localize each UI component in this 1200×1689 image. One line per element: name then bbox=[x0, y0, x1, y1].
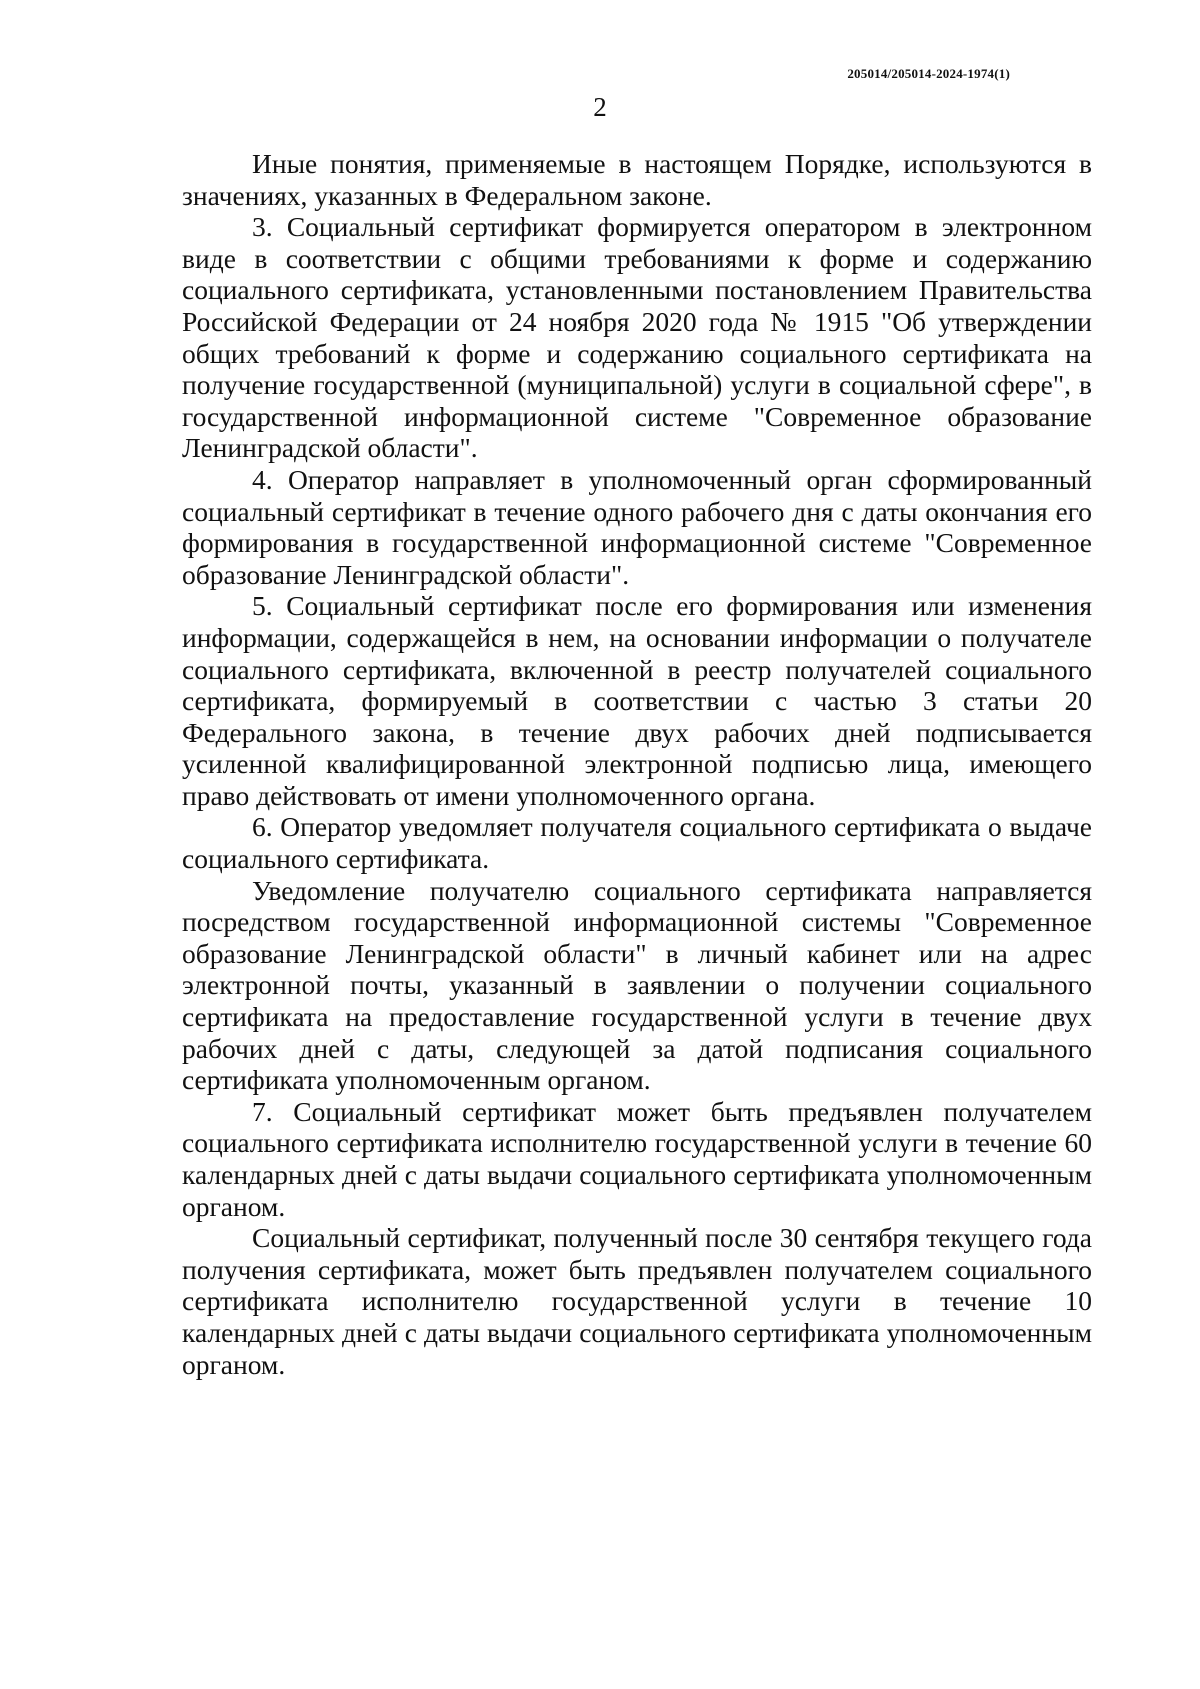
paragraph-item-4: 4. Оператор направляет в уполномоченный орган сформированный социальный сертификат в течение одного рабочего дня с даты окончания его формирования в государственной информационной системе "Современное образование Ленинградской области". bbox=[182, 463, 1092, 590]
document-body bbox=[182, 148, 1092, 1380]
paragraph-item-7: 7. Социальный сертификат может быть предъявлен получателем социального сертификата исполнителю государственной услуги в течение 60 календарных дней с даты выдачи социального сертификата уполномоченным органом. bbox=[182, 1095, 1092, 1222]
paragraph-definitions: Иные понятия, применяемые в настоящем Порядке, используются в значениях, указанных в Федеральном законе. bbox=[182, 148, 1092, 211]
document-id: 205014/205014-2024-1974(1) bbox=[847, 66, 1010, 81]
paragraph-late-certificate: Социальный сертификат, полученный после 30 сентября текущего года получения сертификата, может быть предъявлен получателем социального сертификата исполнителю государственной услуги в течение 10 календарных дней с даты выдачи социального сертификата уполномоченным органом. bbox=[182, 1222, 1092, 1380]
paragraph-item-5: 5. Социальный сертификат после его формирования или изменения информации, содержащейся в нем, на основании информации о получателе социального сертификата, включенной в реестр получателей социального сертификата, формируемый в соответствии с частью 3 статьи 20 Федерального закона, в течение двух рабочих дней подписывается усиленной квалифицированной электронной подписью лица, имеющего право действовать от имени уполномоченного органа. bbox=[182, 590, 1092, 811]
paragraph-item-3: 3. Социальный сертификат формируется оператором в электронном виде в соответствии с общими требованиями к форме и содержанию социального сертификата, установленными постановлением Правительства Российской Федерации от 24 ноября 2020 года № 1915 "Об утверждении общих требований к форме и содержанию социального сертификата на получение государственной (муниципальной) услуги в социальной сфере", в государственной информационной системе "Современное образование Ленинградской области". bbox=[182, 211, 1092, 464]
paragraph-notification: Уведомление получателю социального сертификата направляется посредством государственной информационной системы "Современное образование Ленинградской области" в личный кабинет или на адрес электронной почты, указанный в заявлении о получении социального сертификата на предоставление государственной услуги в течение двух рабочих дней с даты, следующей за датой подписания социального сертификата уполномоченным органом. bbox=[182, 874, 1092, 1096]
paragraph-item-6: 6. Оператор уведомляет получателя социального сертификата о выдаче социального сертификата. bbox=[182, 811, 1092, 875]
page-number: 2 bbox=[593, 92, 607, 122]
